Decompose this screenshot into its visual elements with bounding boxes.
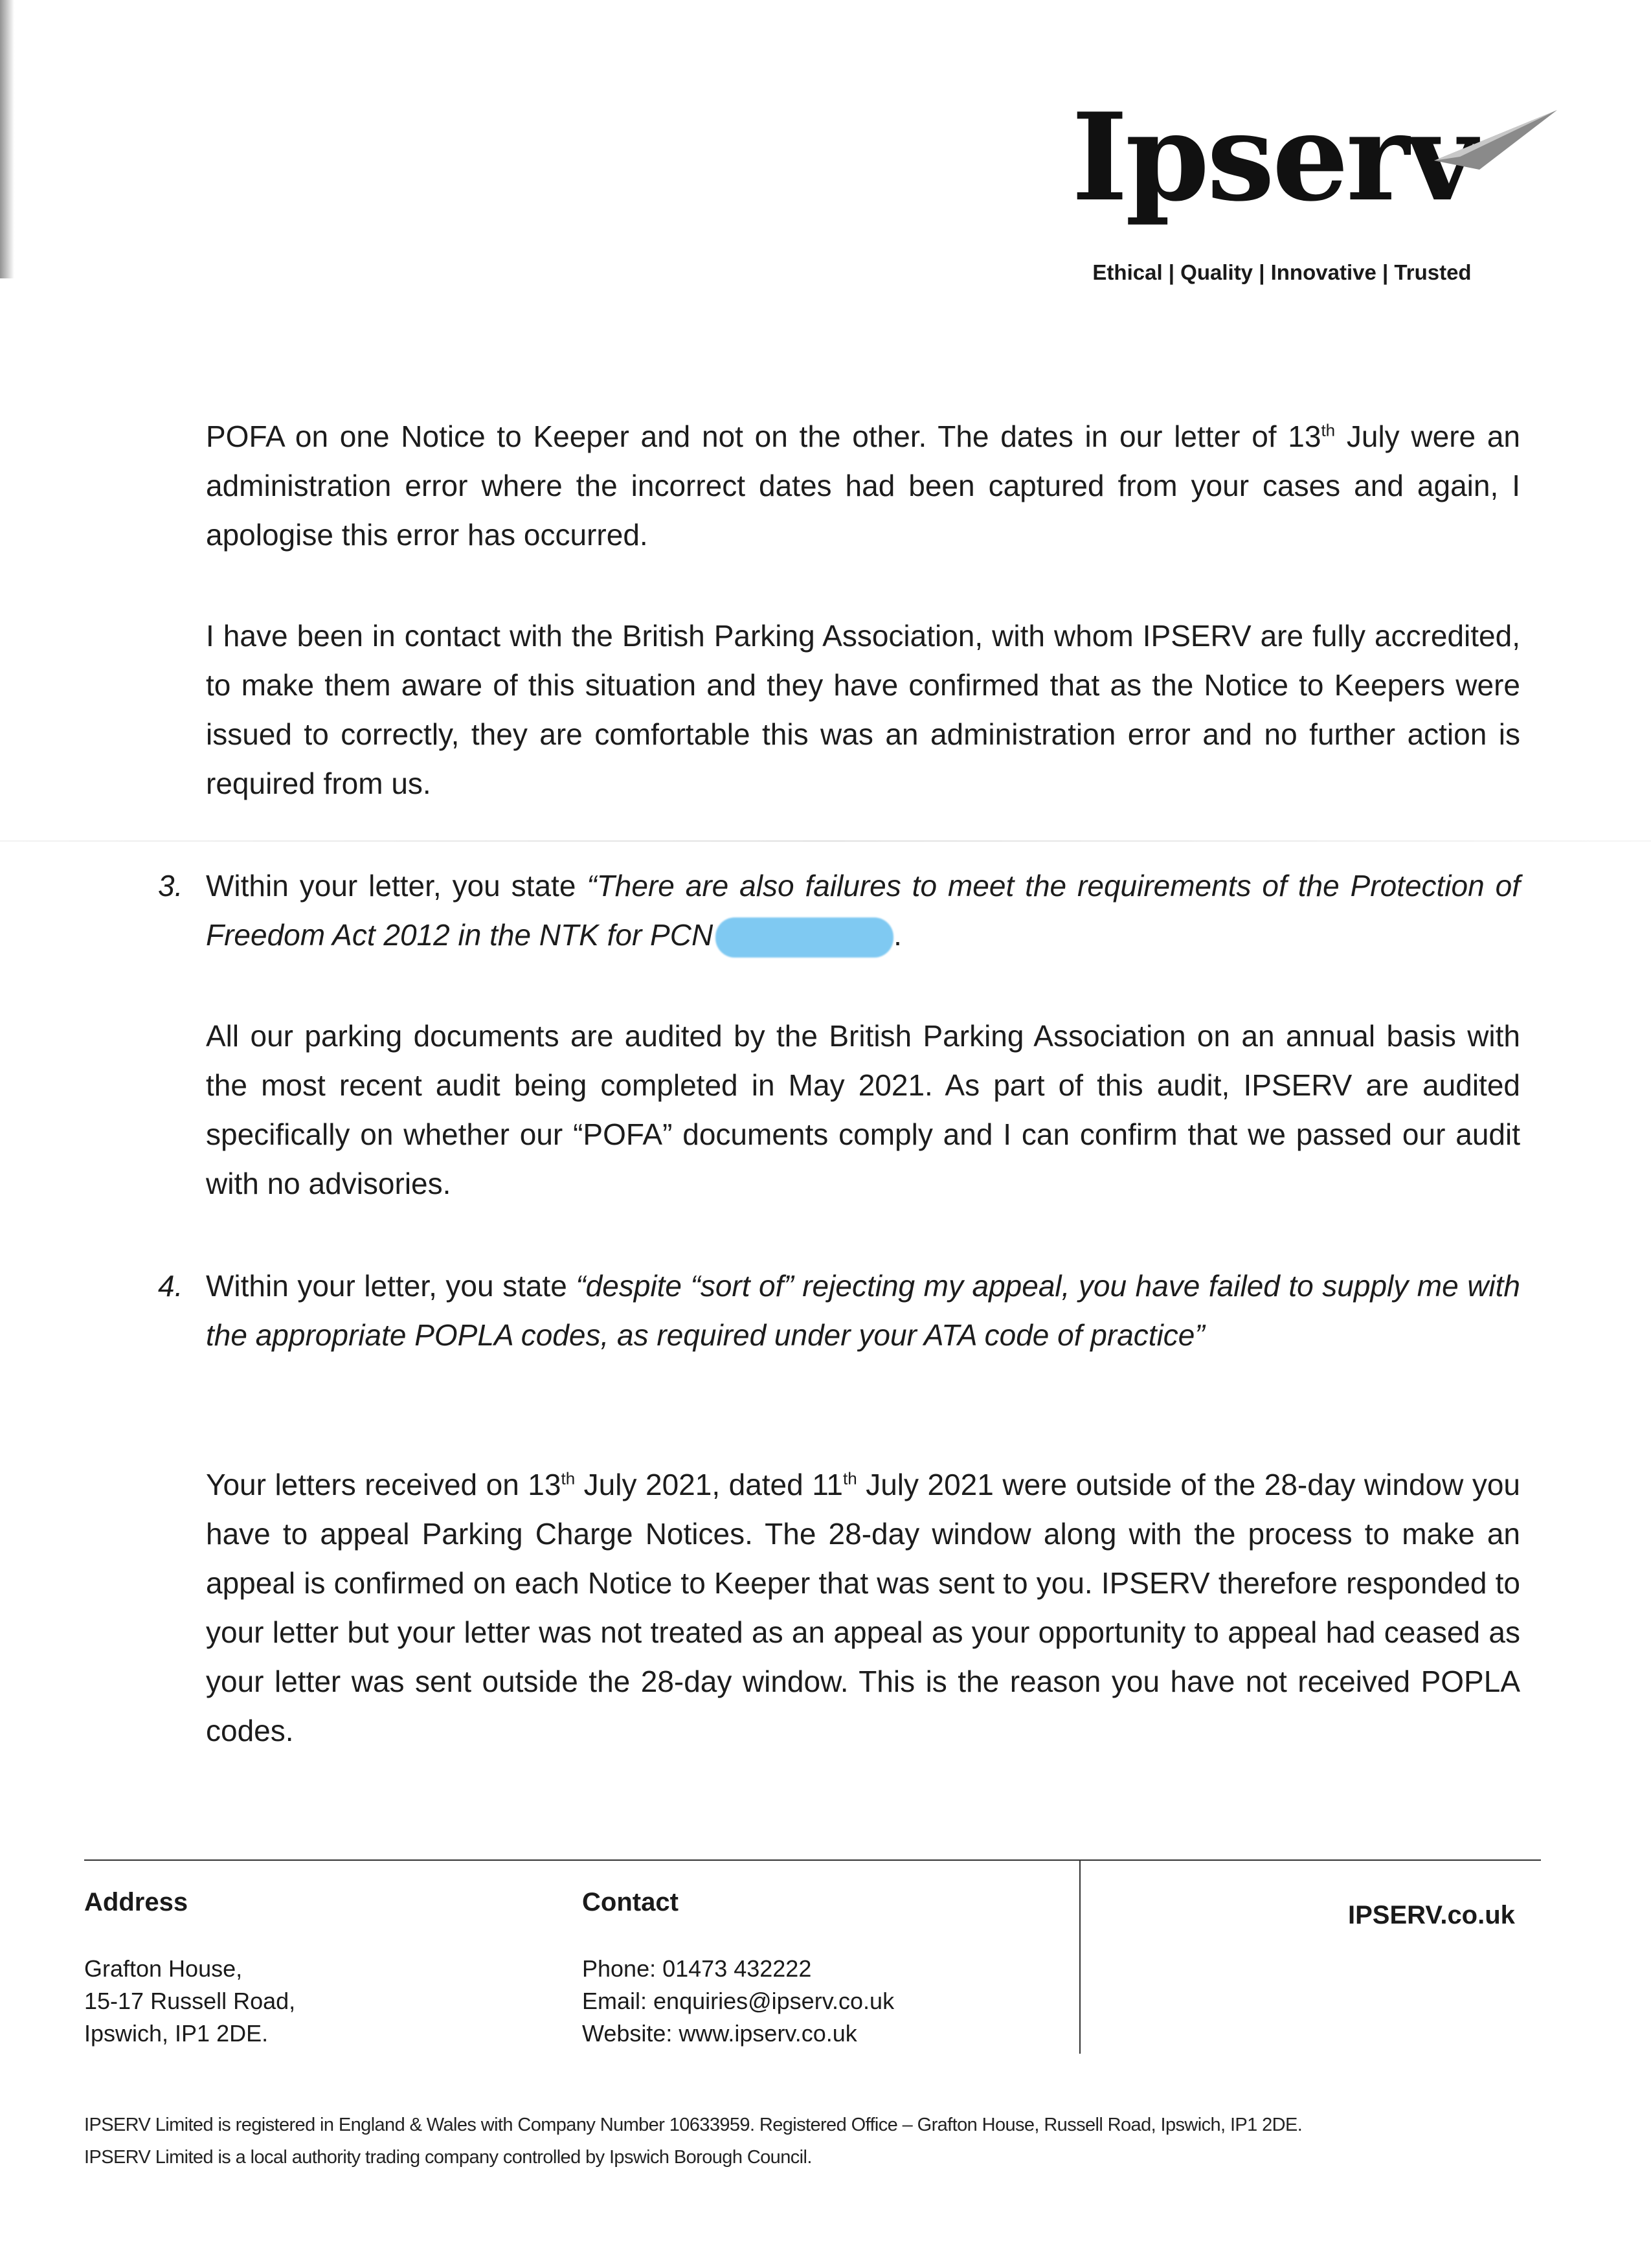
item-3-statement: Within your letter, you state “There are also failures to meet the requirements of the Protection of Freedom Act 2012 in the NTK for PCN . bbox=[206, 861, 1520, 960]
ipserv-logo bbox=[1072, 86, 1551, 291]
contact-block bbox=[582, 1953, 894, 2050]
paragraph-bpa-contact: I have been in contact with the British Parking Association, with whom IPSERV are fully accredited, to make them aware of this situation and they have confirmed that as the Notice to Keepers were issued to correctly, they are comfortable this was an administration error and no further action is required from us. bbox=[206, 619, 1520, 800]
company-tagline: Ethical | Quality | Innovative | Trusted bbox=[1092, 260, 1472, 284]
footer-divider bbox=[84, 1859, 1541, 1861]
phone-number: Phone: 01473 432222 bbox=[582, 1955, 812, 1982]
address-heading: Address bbox=[84, 1888, 188, 1916]
redaction-mark bbox=[715, 917, 893, 958]
item-number-4: 4. bbox=[158, 1269, 183, 1303]
footer-site-link[interactable]: IPSERV.co.uk bbox=[1348, 1901, 1515, 1929]
footer-column-divider bbox=[1079, 1859, 1081, 2054]
paragraph-audit: All our parking documents are audited by the British Parking Association on an annual basis with the most recent audit being completed in May 2021. As part of this audit, IPSERV are audited specifically on whether our “POFA” documents comply and I can confirm that we passed our audit with no advisories. bbox=[206, 1019, 1520, 1200]
paper-plane-swoosh-icon bbox=[1434, 110, 1557, 181]
item-4-statement: Within your letter, you state “despite “sort of” rejecting my appeal, you have failed to supply me with the appropriate POPLA codes, as required under your ATA code of practice” bbox=[206, 1269, 1521, 1352]
website-url[interactable]: Website: www.ipserv.co.uk bbox=[582, 2020, 857, 2047]
paper-fold-line bbox=[0, 840, 1651, 842]
registration-line-2: IPSERV Limited is a local authority trading company controlled by Ipswich Borough Council. bbox=[84, 2147, 812, 2168]
address-block: Grafton House, 15-17 Russell Road, Ipswich, IP1 2DE. bbox=[84, 1955, 296, 2047]
registration-line-1: IPSERV Limited is registered in England & Wales with Company Number 10633959. Registered Office – Grafton House, Russell Road, Ipswich, IP1 2DE. bbox=[84, 2115, 1303, 2135]
contact-heading: Contact bbox=[582, 1888, 679, 1916]
email-address[interactable]: Email: enquiries@ipserv.co.uk bbox=[582, 1988, 895, 2014]
paragraph-pofa-dates: POFA on one Notice to Keeper and not on the other. The dates in our letter of 13th July were an administration error where the incorrect dates had been captured from your cases and again, I apologise this error has occurred. bbox=[206, 420, 1520, 552]
paragraph-28-day-window: Your letters received on 13th July 2021, dated 11th July 2021 were outside of the 28-day window you have to appeal Parking Charge Notices. The 28-day window along with the process to make an appeal is confirmed on each Notice to Keeper that was sent to you. IPSERV therefore responded to your letter but your letter was not treated as an appeal as your opportunity to appeal had ceased as your letter was sent outside the 28-day window. This is the reason you have not received POPLA codes. bbox=[206, 1468, 1521, 1747]
item-number-3: 3. bbox=[158, 869, 183, 903]
scan-edge-shadow bbox=[0, 0, 14, 278]
logo-wordmark: Ipserv bbox=[1072, 86, 1475, 228]
